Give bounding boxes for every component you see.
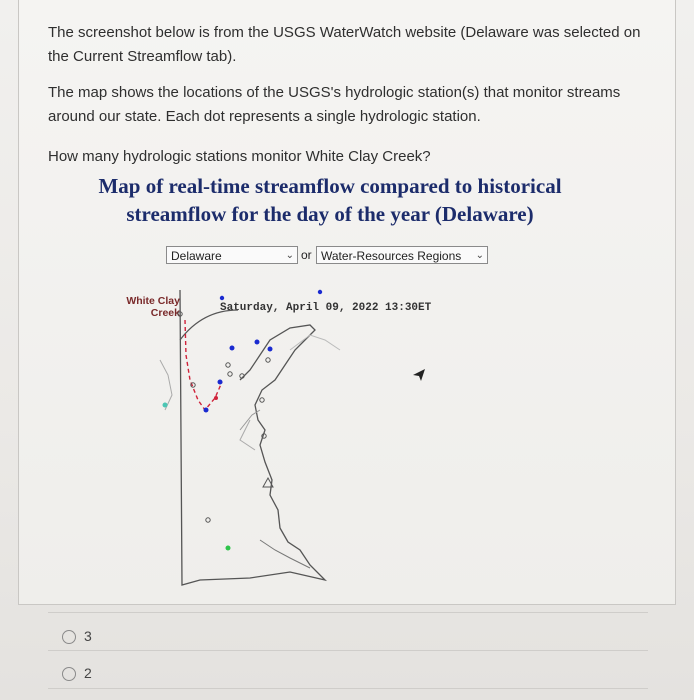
option-label: 3: [84, 628, 92, 644]
divider: [48, 612, 648, 613]
region-select[interactable]: [316, 246, 488, 264]
radio-button[interactable]: [62, 630, 76, 644]
map-title-line-1: Map of real-time streamflow compared to historical: [98, 174, 562, 198]
option-label: 2: [84, 665, 92, 681]
station-dot: [260, 398, 264, 402]
state-border: [180, 290, 325, 585]
map-title: [60, 172, 600, 228]
map-timestamp: Saturday, April 09, 2022 13:30ET: [220, 302, 432, 314]
station-dot: [226, 363, 230, 367]
station-dot: [206, 518, 210, 522]
radio-button[interactable]: [62, 667, 76, 681]
station-dot: [218, 380, 223, 385]
divider: [48, 650, 648, 651]
station-dot: [318, 290, 322, 294]
divider: [48, 688, 648, 689]
or-label: or: [301, 248, 312, 262]
chevron-down-icon: ⌄: [475, 250, 484, 261]
intro-paragraph-1: The screenshot below is from the USGS WaterWatch website (Delaware was selected on the Current Streamflow tab).: [48, 24, 641, 65]
station-dot: [268, 347, 273, 352]
station-dot: [163, 403, 168, 408]
white-clay-label-line-1: White Clay: [126, 295, 180, 307]
white-clay-label-line-2: Creek: [150, 307, 180, 319]
answer-option-2[interactable]: [62, 665, 92, 681]
station-dot: [230, 346, 235, 351]
station-dot: [214, 396, 218, 400]
delaware-map: [110, 280, 350, 600]
chevron-down-icon: ⌄: [285, 250, 294, 261]
cursor-icon: [412, 368, 426, 382]
state-select-value: Delaware: [171, 249, 222, 263]
map-title-line-2: streamflow for the day of the year (Delaware): [126, 202, 534, 226]
stream-line: [160, 360, 172, 410]
station-dot: [266, 358, 270, 362]
northern-arc: [180, 310, 238, 340]
state-select[interactable]: [166, 246, 298, 264]
intro-paragraph-2: The map shows the locations of the USGS's hydrologic station(s) that monitor streams around our state. Each dot represents a single hydrologic station.: [48, 84, 621, 125]
station-dot: [226, 546, 231, 551]
station-dot: [255, 340, 260, 345]
answer-option-1[interactable]: [62, 628, 92, 644]
station-dot: [228, 372, 232, 376]
region-select-value: Water-Resources Regions: [321, 249, 462, 263]
station-dot: [220, 296, 224, 300]
station-dot: [204, 408, 209, 413]
question-text: How many hydrologic stations monitor White Clay Creek?: [48, 148, 431, 165]
stream-line: [240, 420, 255, 450]
